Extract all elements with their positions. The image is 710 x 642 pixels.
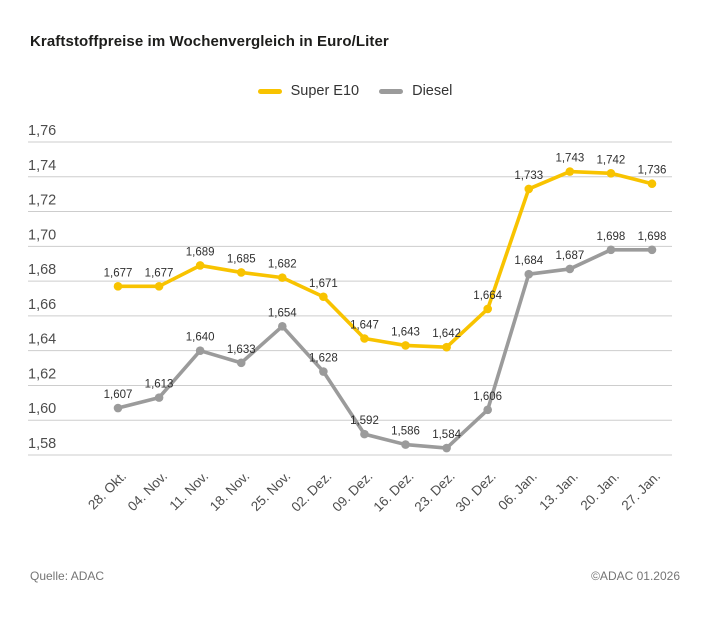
- value-label-super-e10: 1,685: [226, 253, 256, 266]
- data-point-super-e10: [607, 169, 616, 178]
- x-axis-tick-label: 27. Jan.: [618, 468, 664, 514]
- value-label-super-e10: 1,736: [637, 164, 667, 177]
- y-axis-tick-label: 1,72: [28, 192, 57, 209]
- value-label-diesel: 1,586: [391, 425, 420, 438]
- data-point-diesel: [566, 265, 575, 274]
- y-axis-tick-label: 1,70: [28, 227, 57, 244]
- x-axis-tick-label: 11. Nov.: [166, 468, 212, 514]
- x-axis-tick-label: 04. Nov.: [124, 468, 171, 514]
- value-label-diesel: 1,584: [432, 429, 462, 442]
- x-axis-tick-label: 30. Dez.: [452, 468, 499, 515]
- data-point-diesel: [237, 359, 246, 368]
- value-label-super-e10: 1,664: [473, 289, 503, 302]
- value-label-super-e10: 1,682: [267, 258, 297, 271]
- value-label-diesel: 1,698: [637, 230, 667, 243]
- x-axis-tick-label: 09. Dez.: [329, 468, 376, 515]
- data-point-diesel: [648, 246, 657, 255]
- y-axis-tick-label: 1,74: [28, 157, 57, 174]
- value-label-diesel: 1,684: [514, 255, 544, 268]
- data-point-diesel: [360, 430, 369, 439]
- y-axis-tick-label: 1,58: [28, 436, 57, 452]
- value-label-super-e10: 1,677: [103, 267, 133, 280]
- value-label-diesel: 1,592: [350, 415, 379, 428]
- data-point-super-e10: [524, 185, 533, 194]
- data-point-super-e10: [237, 268, 246, 277]
- x-axis-tick-label: 23. Dez.: [411, 468, 458, 515]
- value-label-super-e10: 1,647: [350, 319, 379, 332]
- y-axis-tick-label: 1,62: [28, 366, 57, 383]
- value-label-super-e10: 1,743: [555, 152, 585, 165]
- data-point-super-e10: [566, 167, 575, 176]
- data-point-super-e10: [648, 179, 657, 188]
- value-label-diesel: 1,698: [596, 230, 626, 243]
- value-label-diesel: 1,654: [267, 307, 297, 320]
- copyright-label: ©ADAC 01.2026: [591, 569, 680, 583]
- legend-label-diesel: Diesel: [412, 83, 453, 99]
- source-label: Quelle: ADAC: [30, 569, 105, 583]
- value-label-super-e10: 1,642: [432, 328, 462, 341]
- data-point-diesel: [155, 393, 164, 402]
- x-axis-tick-label: 02. Dez.: [288, 468, 335, 515]
- data-point-super-e10: [155, 282, 164, 291]
- data-point-diesel: [524, 270, 533, 279]
- data-point-diesel: [442, 444, 451, 453]
- value-label-diesel: 1,640: [185, 331, 215, 344]
- y-axis-tick-label: 1,68: [28, 262, 57, 279]
- x-axis-tick-label: 18. Nov.: [206, 468, 253, 514]
- x-axis-tick-label: 06. Jan.: [495, 468, 540, 514]
- data-point-super-e10: [360, 334, 369, 343]
- data-point-diesel: [196, 346, 205, 355]
- data-point-diesel: [607, 246, 616, 255]
- value-label-super-e10: 1,677: [144, 267, 174, 280]
- value-label-diesel: 1,687: [555, 249, 585, 262]
- data-point-super-e10: [319, 292, 328, 301]
- data-point-diesel: [114, 404, 123, 413]
- data-point-diesel: [483, 405, 492, 414]
- y-axis-tick-label: 1,60: [28, 401, 57, 418]
- data-point-diesel: [278, 322, 287, 331]
- x-axis-tick-label: 16. Dez.: [370, 468, 417, 515]
- chart-title: Kraftstoffpreise im Wochenvergleich in Euro/Liter: [30, 33, 389, 50]
- value-label-super-e10: 1,671: [308, 277, 338, 290]
- data-point-super-e10: [114, 282, 123, 291]
- value-label-diesel: 1,613: [144, 378, 174, 391]
- data-point-diesel: [401, 440, 410, 449]
- value-label-diesel: 1,606: [473, 390, 503, 403]
- x-axis-tick-label: 20. Jan.: [577, 468, 623, 514]
- data-point-diesel: [319, 367, 328, 376]
- data-point-super-e10: [442, 343, 451, 352]
- y-axis-tick-label: 1,76: [28, 123, 57, 139]
- value-label-super-e10: 1,742: [596, 154, 626, 167]
- data-point-super-e10: [483, 305, 492, 314]
- y-axis-tick-label: 1,64: [28, 331, 57, 348]
- value-label-super-e10: 1,689: [185, 246, 215, 259]
- x-axis-tick-label: 13. Jan.: [536, 468, 581, 514]
- data-point-super-e10: [278, 273, 287, 282]
- y-axis-tick-label: 1,66: [28, 296, 57, 313]
- chart-footer: [30, 569, 680, 583]
- value-label-super-e10: 1,733: [514, 169, 544, 182]
- data-point-super-e10: [401, 341, 410, 350]
- value-label-diesel: 1,607: [103, 389, 133, 402]
- value-label-diesel: 1,628: [308, 352, 338, 365]
- data-point-super-e10: [196, 261, 205, 270]
- x-axis-tick-label: 25. Nov.: [247, 468, 294, 514]
- legend-label-super-e10: Super E10: [290, 83, 360, 99]
- x-axis-tick-label: 28. Okt.: [85, 468, 130, 513]
- value-label-diesel: 1,633: [226, 343, 256, 356]
- value-label-super-e10: 1,643: [391, 326, 420, 339]
